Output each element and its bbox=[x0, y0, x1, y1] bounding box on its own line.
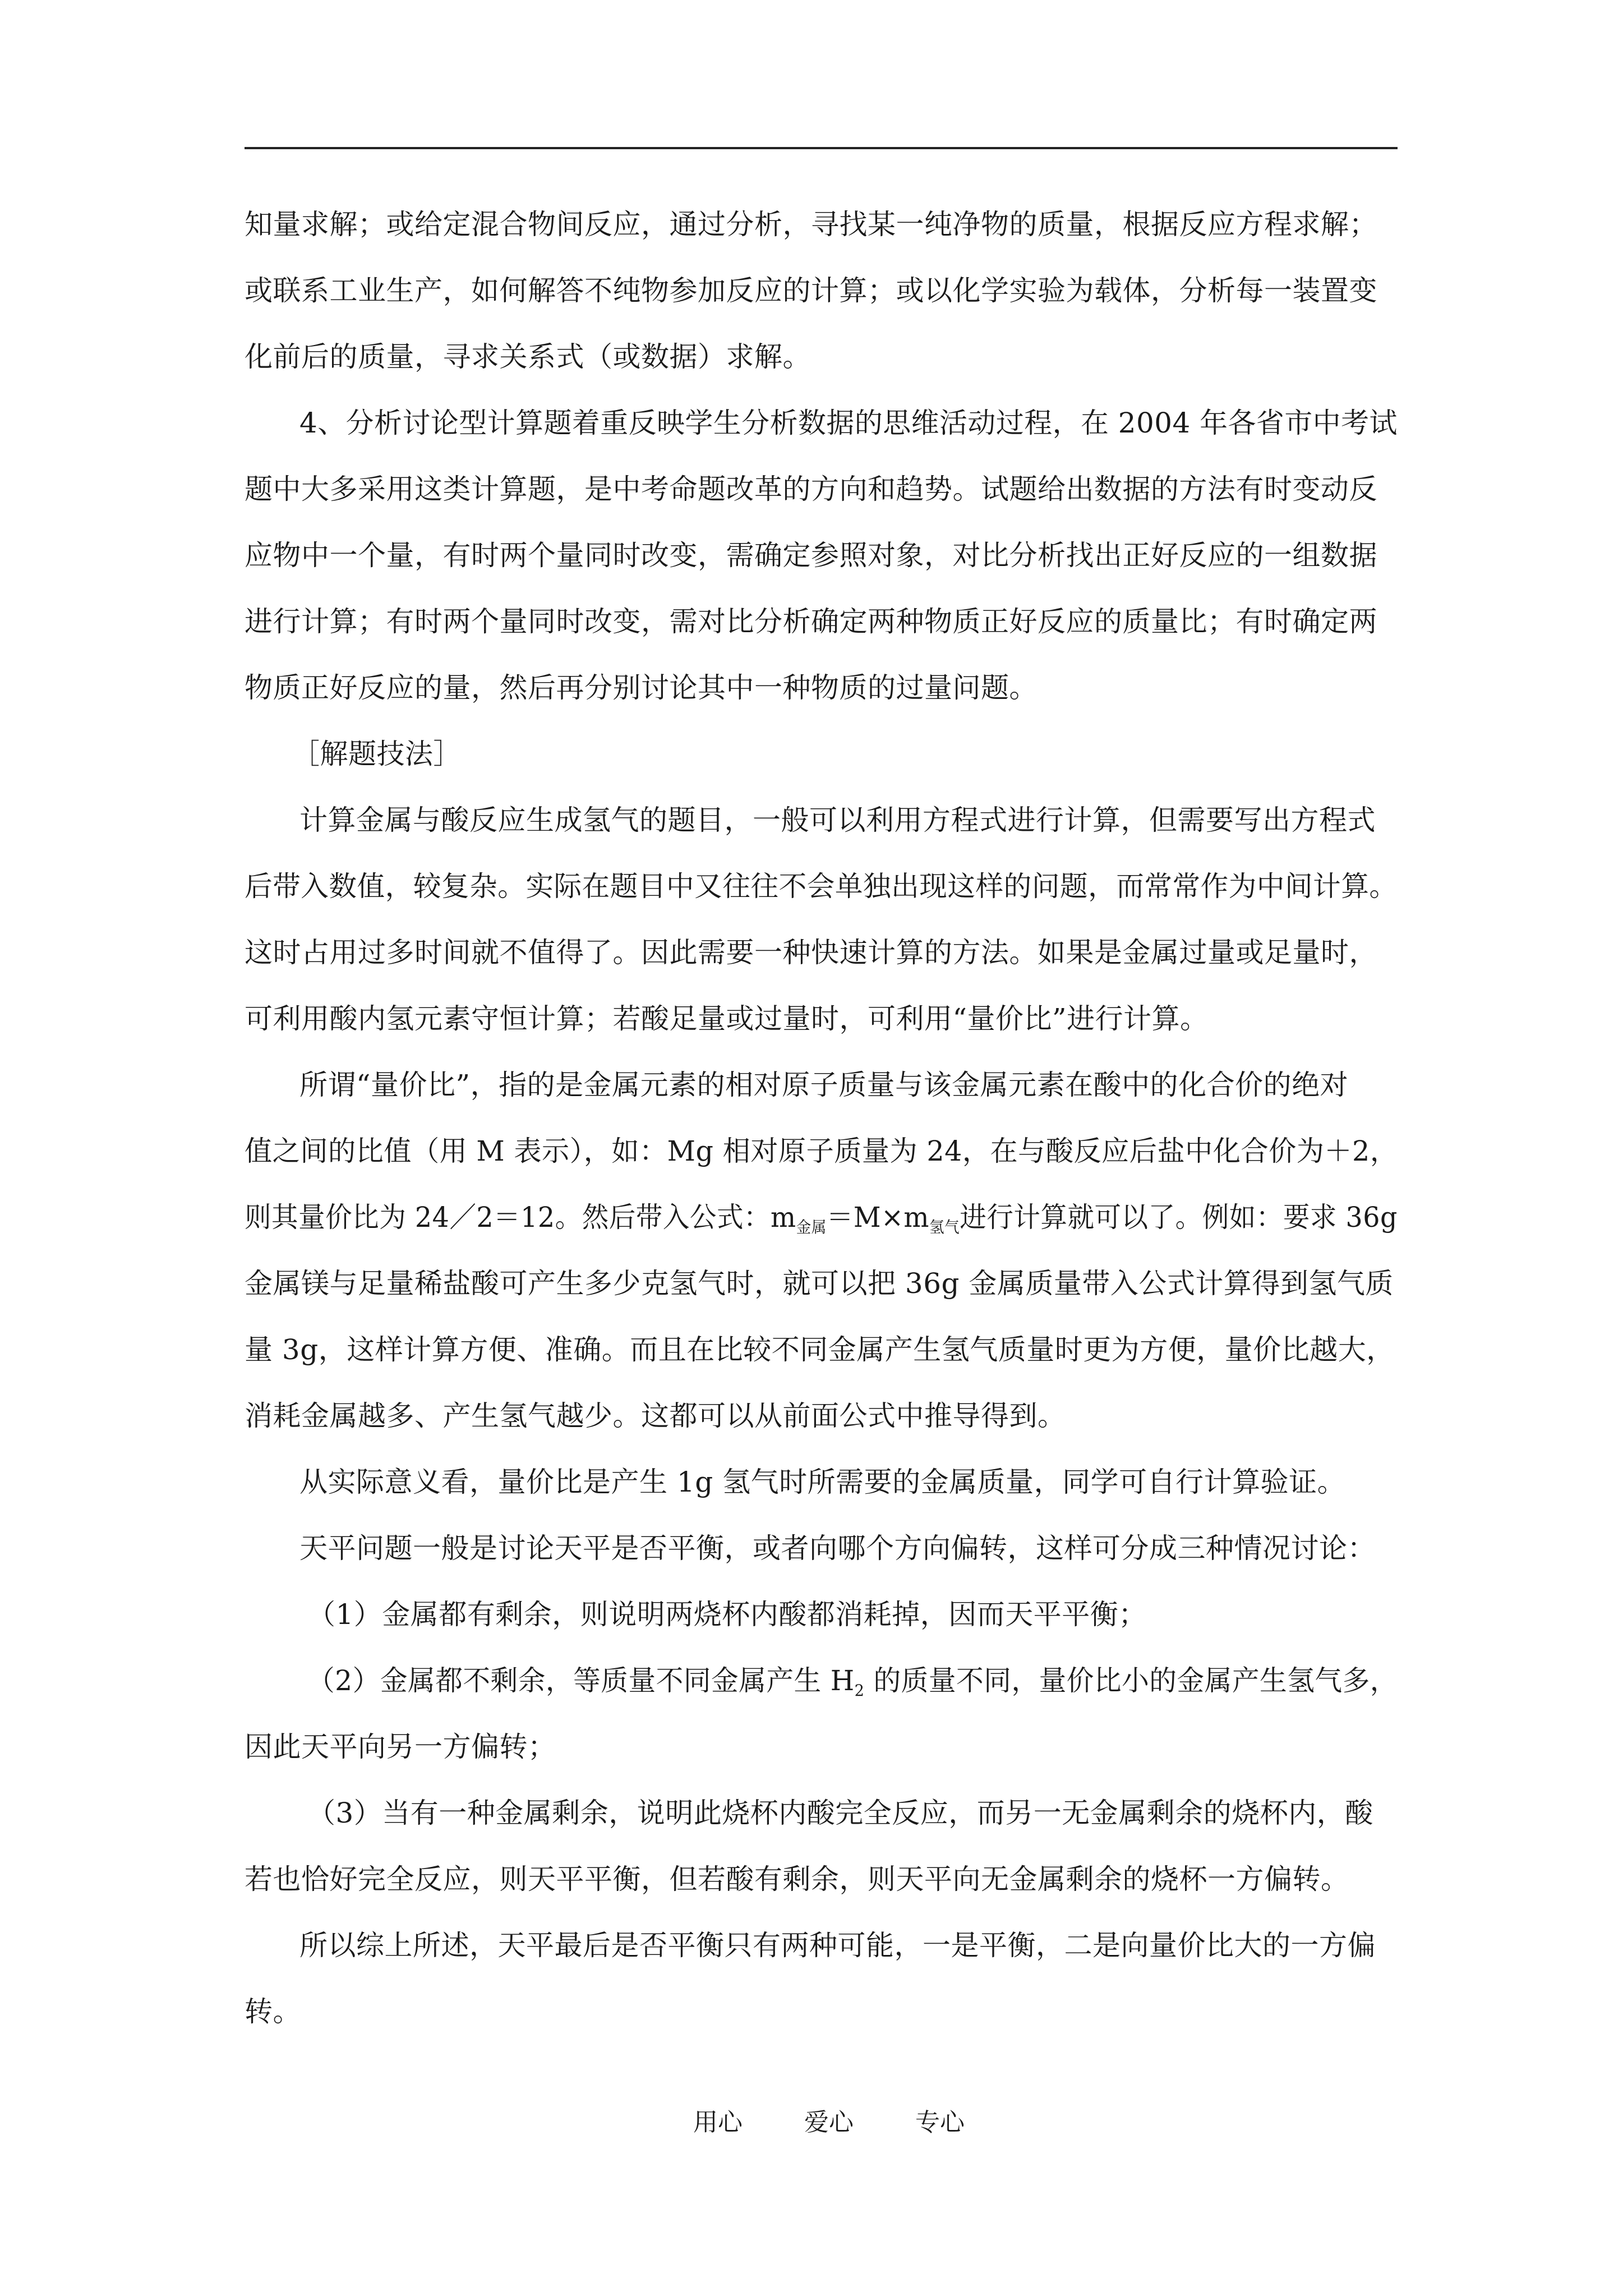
text-line: 量 3g，这样计算方便、准确。而且在比较不同金属产生氢气质量时更为方便，量价比越大， bbox=[245, 1333, 1395, 1366]
formula-text: 则其量价比为 24／2＝12。然后带入公式：m bbox=[245, 1201, 796, 1234]
subscript-2: 2 bbox=[854, 1681, 865, 1700]
text-line: 可利用酸内氢元素守恒计算；若酸足量或过量时，可利用“量价比”进行计算。 bbox=[245, 1002, 1209, 1035]
text-line: 知量求解；或给定混合物间反应，通过分析，寻找某一纯净物的质量，根据反应方程求解； bbox=[245, 208, 1377, 241]
footer-word: 爱心 bbox=[804, 2108, 854, 2137]
list-item-text: （2）金属都不剩余，等质量不同金属产生 H bbox=[307, 1664, 855, 1697]
page-footer bbox=[693, 2107, 965, 2138]
text-line: 题中大多采用这类计算题，是中考命题改革的方向和趋势。试题给出数据的方法有时变动反 bbox=[245, 473, 1377, 505]
list-item: （3）当有一种金属剩余，说明此烧杯内酸完全反应，而另一无金属剩余的烧杯内，酸 bbox=[307, 1797, 1373, 1829]
footer-word: 专心 bbox=[915, 2108, 965, 2137]
text-line: 后带入数值，较复杂。实际在题目中又往往不会单独出现这样的问题，而常常作为中间计算。 bbox=[245, 870, 1398, 903]
text-line: 天平问题一般是讨论天平是否平衡，或者向哪个方向偏转，这样可分成三种情况讨论： bbox=[299, 1532, 1376, 1565]
text-line: 转。 bbox=[245, 1995, 301, 2028]
text-line: 应物中一个量，有时两个量同时改变，需确定参照对象，对比分析找出正好反应的一组数据 bbox=[245, 539, 1377, 572]
text-line: 进行计算；有时两个量同时改变，需对比分析确定两种物质正好反应的质量比；有时确定两 bbox=[245, 605, 1377, 638]
text-line: 计算金属与酸反应生成氢气的题目，一般可以利用方程式进行计算，但需要写出方程式 bbox=[299, 804, 1376, 836]
list-item: （1）金属都有剩余，则说明两烧杯内酸都消耗掉，因而天平平衡； bbox=[307, 1598, 1147, 1631]
text-line: 化前后的质量，寻求关系式（或数据）求解。 bbox=[245, 341, 811, 373]
footer-word: 用心 bbox=[693, 2108, 743, 2137]
list-item bbox=[307, 1664, 1398, 1702]
text-line: 消耗金属越多、产生氢气越少。这都可以从前面公式中推导得到。 bbox=[245, 1400, 1066, 1432]
formula-text: ＝M×m bbox=[826, 1201, 930, 1234]
text-line: 这时占用过多时间就不值得了。因此需要一种快速计算的方法。如果是金属过量或足量时， bbox=[245, 936, 1377, 969]
text-line: 或联系工业生产，如何解答不纯物参加反应的计算；或以化学实验为载体，分析每一装置变 bbox=[245, 274, 1377, 307]
text-line: 金属镁与足量稀盐酸可产生多少克氢气时，就可以把 36g 金属质量带入公式计算得到氢气质 bbox=[245, 1267, 1394, 1300]
formula-text: 进行计算就可以了。例如：要求 36g bbox=[960, 1201, 1398, 1234]
subscript-metal: 金属 bbox=[796, 1218, 827, 1236]
text-line: 因此天平向另一方偏转； bbox=[245, 1731, 556, 1763]
text-line: 从实际意义看，量价比是产生 1g 氢气时所需要的金属质量，同学可自行计算验证。 bbox=[299, 1466, 1346, 1498]
header-rule bbox=[245, 147, 1398, 149]
text-line: 若也恰好完全反应，则天平平衡，但若酸有剩余，则天平向无金属剩余的烧杯一方偏转。 bbox=[245, 1863, 1349, 1895]
list-item-text: 的质量不同，量价比小的金属产生氢气多， bbox=[864, 1664, 1398, 1697]
section-heading: ［解题技法］ bbox=[292, 738, 462, 770]
text-line: 物质正好反应的量，然后再分别讨论其中一种物质的过量问题。 bbox=[245, 671, 1038, 704]
text-line: 值之间的比值（用 M 表示），如：Mg 相对原子质量为 24，在与酸反应后盐中化合价为＋2， bbox=[245, 1135, 1398, 1167]
text-line: 所以综上所述，天平最后是否平衡只有两种可能，一是平衡，二是向量价比大的一方偏 bbox=[299, 1929, 1376, 1962]
text-line: 4、分析讨论型计算题着重反映学生分析数据的思维活动过程，在 2004 年各省市中考试 bbox=[299, 407, 1398, 439]
text-line: 所谓“量价比”，指的是金属元素的相对原子质量与该金属元素在酸中的化合价的绝对 bbox=[299, 1069, 1349, 1101]
subscript-hydrogen: 氢气 bbox=[929, 1218, 960, 1236]
formula-line bbox=[245, 1200, 1398, 1239]
